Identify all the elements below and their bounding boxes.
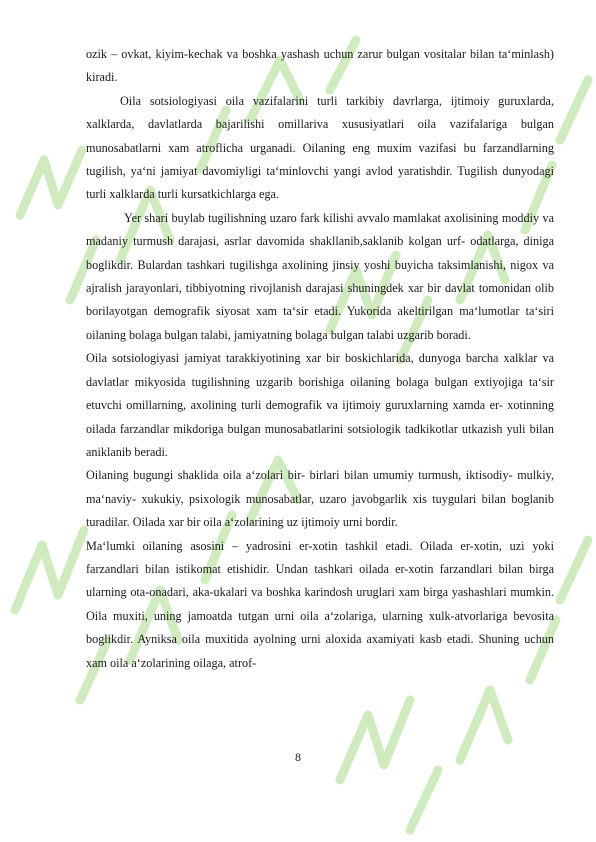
page-number: 8 xyxy=(295,750,301,764)
watermark-stroke xyxy=(560,80,588,140)
paragraph-6: Ma‘lumki oilaning asosini – yadrosini er-xotin tashkil etadi. Oilada er-xotin, uzi yoki farzandlari bilan istikomat etishidir. Undan tashkari oilada er-xotin farzandlari bilan birga ularning ota-onadari, aka-ukalari va boshka karindosh uruglari xam birga yashashlari mumkin. Oila muxiti, uning jamoatda tutgan urni oila a‘zolariga, ularning xulk-atvorlariga bevosita boglikdir. Ayniksa oila muxitida ayolning urni aloxida axamiyati kasb etadi. Shuning uchun xam oila a‘zolarining oilaga, atrof- xyxy=(86,538,554,670)
paragraph-5: Oilaning bugungi shaklida oila a‘zolari bir- birlari bilan umumiy turmush, iktisodiy- mulkiy, ma‘naviy- xukukiy, psixologik munosabatlar, uzaro javobgarlik xis tuygulari bilan boglanib turadilar. Oilada xar bir oila a‘zolarining uz ijtimoiy urni bordir. xyxy=(86,468,554,530)
watermark-stroke xyxy=(560,540,588,600)
paragraph-4: Oila sotsiologiyasi jamiyat tarakkiyotining xar bir boskichlarida, dunyoga barcha xalklar va davlatlar mikyosida tugilishning uzgarib borishiga oilaning bolaga bulgan extiyojiga ta‘sir etuvchi omillarning, axolining turli demografik va ijtimoiy guruxlarning xamda er- xotinning oilada farzandlar mikdoriga bulgan munosabatlarini sotsiologik tadkikotlar utkazish yuli bilan aniklanib beradi. xyxy=(86,351,554,459)
watermark-stroke xyxy=(340,700,410,780)
watermark-stroke xyxy=(410,770,438,830)
paragraph-2: Oila sotsiologiyasi oila vazifalarini turli tarkibiy davrlarga, ijtimoiy guruxlarda, xalklarda, davlatlarda bajarilishi omillariva xususiyatlari oila vazifalariga bulgan munosabatlarni xam atroflicha urganadi. Oilaning eng muxim vazifasi bu farzandlarning tugilish, ya‘ni jamiyat davomiyligi ta‘minlovchi yangi avlod yaratishdir. Tugilish dunyodagi turli xalklarda turli kursatkichlarga ega. xyxy=(86,93,554,202)
document-body xyxy=(86,43,554,675)
paragraph-1: ozik – ovkat, kiyim-kechak va boshka yashash uchun zarur bulgan vositalar bilan ta‘minlash) kiradi. xyxy=(86,47,554,85)
watermark-stroke xyxy=(20,150,82,215)
watermark-stroke xyxy=(15,530,84,610)
paragraph-3: Yer shari buylab tugilishning uzaro fark kilishi avvalo mamlakat axolisining moddiy va madaniy turmush darajasi, asrlar davomida shakllanib,saklanib kolgan urf- odatlarga, diniga boglikdir. Bulardan tashkari tugilishga axolining jinsiy yoshi buyicha taksimlanishi, nigox va ajralish jarayonlari, tibbiyotning rivojlanish darajasi shuningdek xar bir davlat tomonidan olib borilayotgan demografik siyosat xam ta‘sir etadi. Yukorida akeltirilgan ma‘lumotlar ta‘siri oilaning bolaga bulgan talabi, jamiyatning bolaga bulgan talabi uzgarib boradi. xyxy=(86,210,554,342)
